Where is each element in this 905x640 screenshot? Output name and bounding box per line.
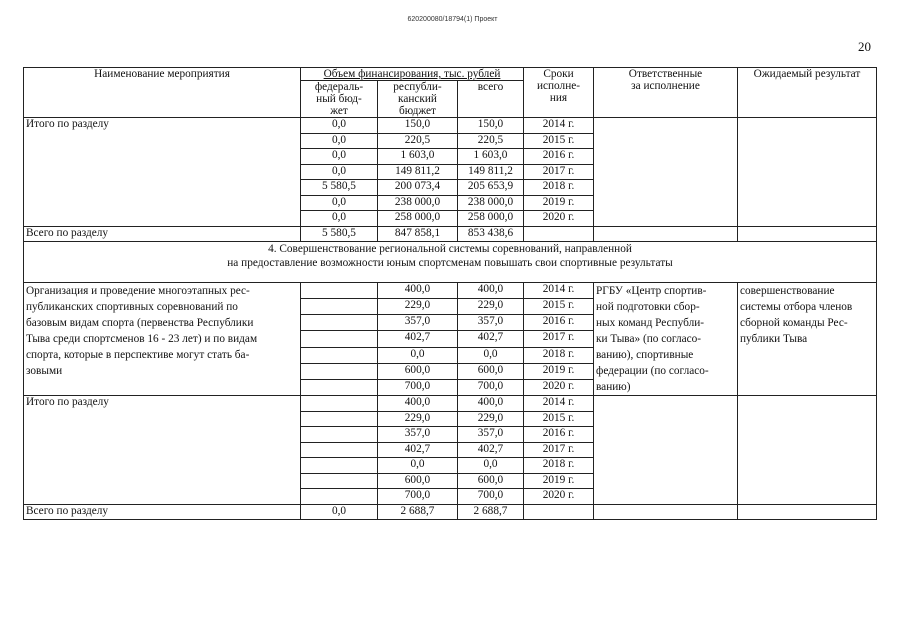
year-value: 2020 г.	[524, 489, 594, 505]
total-value: 700,0	[458, 489, 524, 505]
republic-value: 200 073,4	[378, 180, 458, 196]
total-value: 205 653,9	[458, 180, 524, 196]
total-row	[24, 226, 877, 242]
federal-value: 0,0	[301, 118, 378, 134]
republic-value: 402,7	[378, 331, 458, 347]
responsible-empty	[594, 396, 738, 505]
republic-value: 600,0	[378, 473, 458, 489]
page-number: 20	[858, 39, 871, 54]
total-value: 357,0	[458, 427, 524, 443]
col-header-republic: республи- канский бюджет	[378, 81, 458, 118]
federal-value	[301, 442, 378, 458]
republic-value: 258 000,0	[378, 211, 458, 227]
year-value: 2018 г.	[524, 458, 594, 474]
year-value: 2017 г.	[524, 442, 594, 458]
federal-value	[301, 283, 378, 299]
total-value: 600,0	[458, 363, 524, 379]
federal-value	[301, 379, 378, 395]
total-label: Всего по разделу	[24, 504, 301, 520]
result-empty	[738, 396, 877, 505]
year-value: 2020 г.	[524, 379, 594, 395]
table-row	[24, 283, 877, 299]
col-header-result: Ожидаемый результат	[738, 68, 877, 118]
federal-value	[301, 331, 378, 347]
federal-value: 0,0	[301, 211, 378, 227]
header-row-1	[24, 68, 877, 81]
year-value: 2015 г.	[524, 299, 594, 315]
federal-value	[301, 458, 378, 474]
total-value: 258 000,0	[458, 211, 524, 227]
total-result-empty	[738, 226, 877, 242]
total-value: 357,0	[458, 315, 524, 331]
year-value: 2019 г.	[524, 195, 594, 211]
federal-value	[301, 299, 378, 315]
year-value: 2020 г.	[524, 211, 594, 227]
total-federal: 5 580,5	[301, 226, 378, 242]
republic-value: 357,0	[378, 315, 458, 331]
federal-value	[301, 473, 378, 489]
total-value: 220,5	[458, 133, 524, 149]
section-heading	[24, 242, 877, 283]
year-value: 2016 г.	[524, 315, 594, 331]
total-value: 149 811,2	[458, 164, 524, 180]
total-value: 400,0	[458, 283, 524, 299]
federal-value: 0,0	[301, 195, 378, 211]
section-heading-line-1: 4. Совершенствование региональной системы соревнований, направленной	[268, 243, 632, 255]
republic-value: 400,0	[378, 396, 458, 412]
col-header-name: Наименование мероприятия	[24, 68, 301, 118]
year-value: 2018 г.	[524, 347, 594, 363]
federal-value: 0,0	[301, 133, 378, 149]
republic-value: 400,0	[378, 283, 458, 299]
total-value: 238 000,0	[458, 195, 524, 211]
federal-value	[301, 347, 378, 363]
republic-value: 0,0	[378, 458, 458, 474]
section-heading-line-2: на предоставление возможности юным спортсменам повышать свои спортивные результаты	[227, 257, 673, 269]
total-value: 1 603,0	[458, 149, 524, 165]
year-value: 2019 г.	[524, 363, 594, 379]
republic-value: 700,0	[378, 489, 458, 505]
year-value: 2015 г.	[524, 411, 594, 427]
year-value: 2018 г.	[524, 180, 594, 196]
subtotal-label: Итого по разделу	[24, 396, 301, 505]
federal-value	[301, 427, 378, 443]
program-table	[23, 67, 877, 520]
total-value: 400,0	[458, 396, 524, 412]
total-federal: 0,0	[301, 504, 378, 520]
col-header-federal: федераль- ный бюд- жет	[301, 81, 378, 118]
subtotal-label: Итого по разделу	[24, 118, 301, 227]
republic-value: 357,0	[378, 427, 458, 443]
table-body	[24, 68, 877, 520]
republic-value: 238 000,0	[378, 195, 458, 211]
year-value: 2016 г.	[524, 149, 594, 165]
republic-value: 1 603,0	[378, 149, 458, 165]
federal-value	[301, 489, 378, 505]
federal-value	[301, 396, 378, 412]
year-value: 2015 г.	[524, 133, 594, 149]
republic-value: 229,0	[378, 411, 458, 427]
col-header-total: всего	[458, 81, 524, 118]
republic-value: 0,0	[378, 347, 458, 363]
total-responsible-empty	[594, 504, 738, 520]
federal-value: 0,0	[301, 164, 378, 180]
federal-value	[301, 363, 378, 379]
table-row	[24, 396, 877, 412]
result-text: совершенствование системы отбора членов сборной команды Рес- публики Тыва	[738, 283, 877, 396]
year-value: 2019 г.	[524, 473, 594, 489]
year-value: 2014 г.	[524, 283, 594, 299]
total-responsible-empty	[594, 226, 738, 242]
col-header-responsible: Ответственные за исполнение	[594, 68, 738, 118]
total-republic: 847 858,1	[378, 226, 458, 242]
col-header-funding: Объем финансирования, тыс. рублей	[301, 68, 524, 81]
total-value: 0,0	[458, 458, 524, 474]
col-header-term: Сроки исполне- ния	[524, 68, 594, 118]
section-heading-row	[24, 242, 877, 283]
total-value: 150,0	[458, 118, 524, 134]
year-value: 2016 г.	[524, 427, 594, 443]
federal-value	[301, 411, 378, 427]
republic-value: 700,0	[378, 379, 458, 395]
total-value: 229,0	[458, 411, 524, 427]
total-term-empty	[524, 504, 594, 520]
federal-value: 5 580,5	[301, 180, 378, 196]
document-id: 620200080/18794(1) Проект	[407, 16, 498, 23]
republic-value: 402,7	[378, 442, 458, 458]
total-result-empty	[738, 504, 877, 520]
responsible-empty	[594, 118, 738, 227]
total-value: 402,7	[458, 442, 524, 458]
total-term-empty	[524, 226, 594, 242]
event-name: Организация и проведение многоэтапных рес- публиканских спортивных соревнований по базовым видам спорта (первенства Республики Тыва среди спортсменов 16 - 23 лет) и по видам спорта, которые в перспективе могут стать ба- зовыми	[24, 283, 301, 396]
federal-value: 0,0	[301, 149, 378, 165]
total-value: 0,0	[458, 347, 524, 363]
result-empty	[738, 118, 877, 227]
republic-value: 150,0	[378, 118, 458, 134]
total-value: 229,0	[458, 299, 524, 315]
year-value: 2014 г.	[524, 118, 594, 134]
federal-value	[301, 315, 378, 331]
republic-value: 149 811,2	[378, 164, 458, 180]
year-value: 2014 г.	[524, 396, 594, 412]
total-total: 2 688,7	[458, 504, 524, 520]
total-row	[24, 504, 877, 520]
year-value: 2017 г.	[524, 331, 594, 347]
republic-value: 229,0	[378, 299, 458, 315]
total-value: 402,7	[458, 331, 524, 347]
table-row	[24, 118, 877, 134]
total-value: 600,0	[458, 473, 524, 489]
year-value: 2017 г.	[524, 164, 594, 180]
responsible-text: РГБУ «Центр спортив- ной подготовки сбор- ных команд Республи- ки Тыва» (по согласо- ванию), спортивные федерации (по согласо- ванию)	[594, 283, 738, 396]
total-republic: 2 688,7	[378, 504, 458, 520]
total-label: Всего по разделу	[24, 226, 301, 242]
total-value: 700,0	[458, 379, 524, 395]
republic-value: 220,5	[378, 133, 458, 149]
total-total: 853 438,6	[458, 226, 524, 242]
republic-value: 600,0	[378, 363, 458, 379]
